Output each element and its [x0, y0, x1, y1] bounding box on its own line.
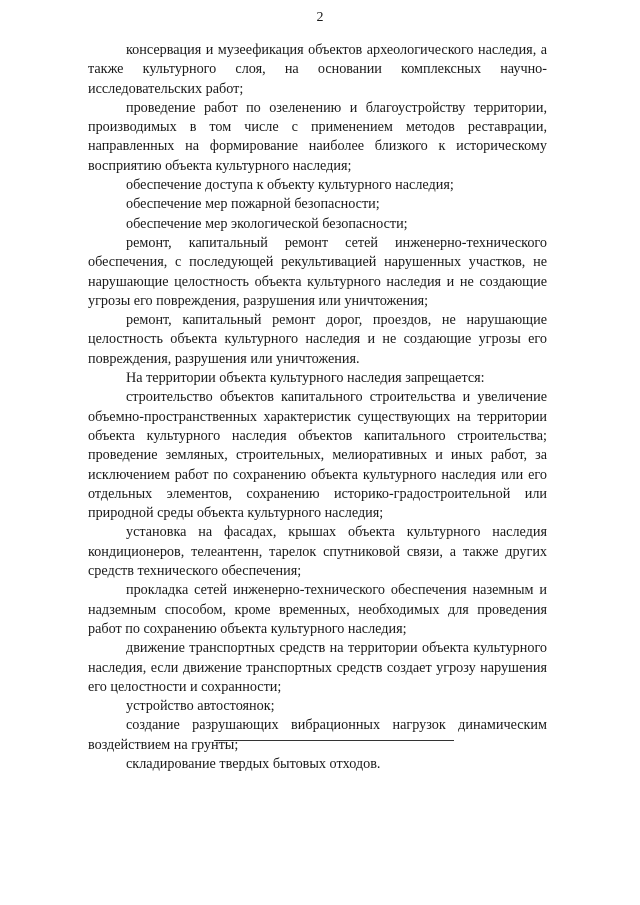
paragraph: создание разрушающих вибрационных нагрузок динамическим воздействием на грунты;: [88, 717, 547, 753]
paragraph: ремонт, капитальный ремонт сетей инженерно-технического обеспечения, с последующей рекультивацией нарушенных участков, не нарушающие целостность объекта культурного наследия и не создающие угрозы его повреждения, разрушения или уничтожения;: [88, 234, 547, 309]
section-intro: На территории объекта культурного наследия запрещается:: [126, 370, 485, 387]
paragraph: ремонт, капитальный ремонт дорог, проездов, не нарушающие целостность объекта культурного наследия и не создающие угрозы его повреждения, разрушения или уничтожения.: [88, 312, 547, 367]
paragraph: прокладка сетей инженерно-технического обеспечения наземным и надземным способом, кроме временных, необходимых для проведения работ по сохранению объекта культурного наследия;: [88, 582, 547, 637]
paragraph: консервация и музеефикация объектов археологического наследия, а также культурного слоя, на основании комплексных научно-исследовательских работ;: [88, 42, 547, 97]
paragraph: строительство объектов капитального строительства и увеличение объемно-пространственных характеристик существующих на территории объекта культурного наследия объектов капитального строительства; проведение земляных, строительных, мелиоративных и иных работ, за исключением работ по сохранению объекта культурного наследия или его отдельных элементов, сохранению историко-градостроительной или природной среды объекта культурного наследия;: [88, 389, 547, 522]
page-number: 2: [316, 10, 324, 25]
document-body: [88, 41, 547, 774]
paragraph: обеспечение мер пожарной безопасности;: [126, 196, 380, 213]
paragraph: проведение работ по озеленению и благоустройству территории, производимых в том числе с применением методов реставрации, направленных на формирование наиболее близкого к историческому восприятию объекта культурного наследия;: [88, 99, 547, 174]
paragraph: движение транспортных средств на территории объекта культурного наследия, если движение транспортных средств создает угрозу нарушения его целостности и сохранности;: [88, 640, 547, 695]
paragraph: обеспечение доступа к объекту культурного наследия;: [126, 177, 454, 194]
paragraph: складирование твердых бытовых отходов.: [126, 755, 381, 772]
paragraph: установка на фасадах, крышах объекта культурного наследия кондиционеров, телеантенн, тарелок спутниковой связи, а также других средств технического обеспечения;: [88, 524, 547, 580]
paragraph: устройство автостоянок;: [126, 698, 275, 715]
paragraph: обеспечение мер экологической безопасности;: [126, 215, 408, 232]
closing-divider: [214, 740, 454, 741]
